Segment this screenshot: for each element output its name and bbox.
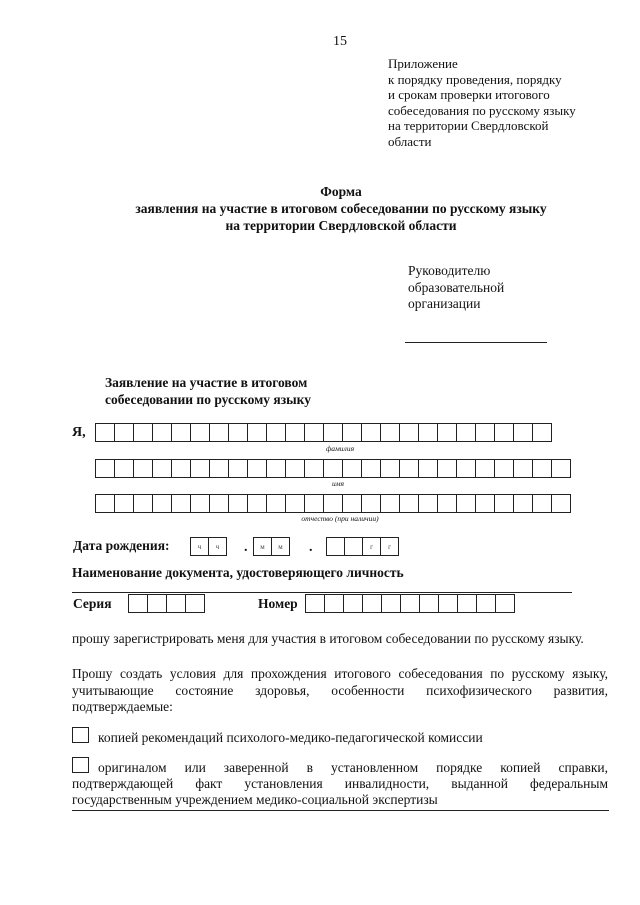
entry-cell[interactable] <box>513 494 533 513</box>
series-label: Серия <box>73 596 112 611</box>
pmpk-checkbox[interactable] <box>72 727 89 743</box>
entry-cell[interactable] <box>475 459 495 478</box>
entry-cell[interactable] <box>228 423 248 442</box>
date-separator: . <box>309 540 313 555</box>
appendix-line: Приложение <box>388 56 458 71</box>
date-separator: . <box>244 540 248 555</box>
entry-cell[interactable] <box>362 594 382 613</box>
surname-caption: фамилия <box>325 444 355 453</box>
entry-cell[interactable] <box>266 423 286 442</box>
birth-year-cells[interactable] <box>326 537 398 556</box>
entry-cell[interactable] <box>266 459 286 478</box>
birth-month-cells[interactable] <box>253 537 289 556</box>
entry-cell[interactable] <box>190 423 210 442</box>
entry-cell[interactable] <box>228 494 248 513</box>
entry-cell[interactable] <box>133 494 153 513</box>
application-title <box>105 374 311 408</box>
entry-cell[interactable] <box>418 423 438 442</box>
ya-label: Я, <box>72 425 86 440</box>
entry-cell[interactable] <box>305 594 325 613</box>
application-title-line: собеседовании по русскому языку <box>105 392 312 407</box>
entry-cell[interactable] <box>438 594 458 613</box>
entry-cell[interactable] <box>95 494 115 513</box>
form-title-line: на территории Свердловской области <box>225 218 457 233</box>
entry-cell[interactable] <box>551 459 571 478</box>
birth-year-cell[interactable]: г <box>362 537 381 556</box>
entry-cell[interactable] <box>494 423 514 442</box>
entry-cell[interactable] <box>343 594 363 613</box>
entry-cell[interactable] <box>166 594 186 613</box>
bottom-rule <box>72 810 609 811</box>
birth-month-cell[interactable]: м <box>271 537 290 556</box>
birth-year-cell[interactable] <box>344 537 363 556</box>
entry-cell[interactable] <box>380 494 400 513</box>
id-document-label: Наименование документа, удостоверяющего личность <box>72 565 404 580</box>
entry-cell[interactable] <box>266 494 286 513</box>
entry-cell[interactable] <box>437 459 457 478</box>
entry-cell[interactable] <box>437 423 457 442</box>
entry-cell[interactable] <box>399 494 419 513</box>
entry-cell[interactable] <box>361 423 381 442</box>
appendix-line: и срокам проверки итогового <box>388 87 550 103</box>
name-caption: имя <box>331 479 345 488</box>
birth-day-cells[interactable] <box>190 537 226 556</box>
entry-cell[interactable] <box>475 494 495 513</box>
entry-cell[interactable] <box>304 423 324 442</box>
series-cells[interactable] <box>128 594 204 613</box>
recipient-block <box>408 263 504 313</box>
entry-cell[interactable] <box>285 423 305 442</box>
entry-cell[interactable] <box>114 459 134 478</box>
entry-cell[interactable] <box>419 594 439 613</box>
entry-cell[interactable] <box>95 423 115 442</box>
birth-month-cell[interactable]: м <box>253 537 272 556</box>
entry-cell[interactable] <box>152 423 172 442</box>
entry-cell[interactable] <box>475 423 495 442</box>
entry-cell[interactable] <box>133 459 153 478</box>
entry-cell[interactable] <box>380 459 400 478</box>
entry-cell[interactable] <box>456 459 476 478</box>
entry-cell[interactable] <box>304 494 324 513</box>
pmpk-option-label: копией рекомендаций психолого-медико-педагогической комиссии <box>98 730 483 745</box>
birth-date-label: Дата рождения: <box>73 538 170 553</box>
patronymic-caption: отчество (при наличии) <box>301 514 379 523</box>
appendix-line: собеседования по русскому языку <box>388 102 576 118</box>
entry-cell[interactable] <box>361 494 381 513</box>
entry-cell[interactable] <box>456 494 476 513</box>
entry-cell[interactable] <box>494 494 514 513</box>
entry-cell[interactable] <box>437 494 457 513</box>
recipient-line-text: Руководителю <box>408 263 491 278</box>
entry-cell[interactable] <box>114 494 134 513</box>
entry-cell[interactable] <box>513 423 533 442</box>
entry-cell[interactable] <box>342 423 362 442</box>
form-title-line: Форма <box>320 184 362 199</box>
entry-cell[interactable] <box>128 594 148 613</box>
page-number: 15 <box>333 34 347 49</box>
form-title-line: заявления на участие в итоговом собеседовании по русскому языку <box>135 201 547 216</box>
entry-cell[interactable] <box>342 494 362 513</box>
entry-cell[interactable] <box>513 459 533 478</box>
entry-cell[interactable] <box>380 423 400 442</box>
entry-cell[interactable] <box>323 494 343 513</box>
entry-cell[interactable] <box>399 423 419 442</box>
entry-cell[interactable] <box>381 594 401 613</box>
entry-cell[interactable] <box>285 459 305 478</box>
entry-cell[interactable] <box>152 459 172 478</box>
entry-cell[interactable] <box>152 494 172 513</box>
entry-cell[interactable] <box>323 459 343 478</box>
application-title-line: Заявление на участие в итоговом <box>105 375 308 390</box>
entry-cell[interactable] <box>147 594 167 613</box>
entry-cell[interactable] <box>171 423 191 442</box>
entry-cell[interactable] <box>114 423 134 442</box>
entry-cell[interactable] <box>532 494 552 513</box>
birth-year-cell[interactable] <box>326 537 345 556</box>
entry-cell[interactable] <box>399 459 419 478</box>
entry-cell[interactable] <box>342 459 362 478</box>
conditions-paragraph: Прошу создать условия для прохождения итогового собеседования по русскому языку, учитывающие состояние здоровья, особенности психофизического развития, подтверждаемые: <box>72 666 608 714</box>
entry-cell[interactable] <box>494 459 514 478</box>
entry-cell[interactable] <box>171 459 191 478</box>
birth-day-cell[interactable]: ч <box>208 537 227 556</box>
name-cells[interactable] <box>95 459 570 478</box>
entry-cell[interactable] <box>495 594 515 613</box>
appendix-line: к порядку проведения, порядку <box>388 71 562 87</box>
entry-cell[interactable] <box>185 594 205 613</box>
entry-cell[interactable] <box>532 459 552 478</box>
entry-cell[interactable] <box>476 594 496 613</box>
birth-year-cell[interactable]: г <box>380 537 399 556</box>
entry-cell[interactable] <box>247 494 267 513</box>
entry-cell[interactable] <box>400 594 420 613</box>
entry-cell[interactable] <box>457 594 477 613</box>
number-label: Номер <box>258 596 298 611</box>
entry-cell[interactable] <box>190 459 210 478</box>
number-cells[interactable] <box>305 594 514 613</box>
entry-cell[interactable] <box>190 494 210 513</box>
register-paragraph: прошу зарегистрировать меня для участия в итоговом собеседовании по русскому языку. <box>72 631 584 646</box>
recipient-line-text: организации <box>408 296 481 311</box>
entry-cell[interactable] <box>247 423 267 442</box>
entry-cell[interactable] <box>418 494 438 513</box>
entry-cell[interactable] <box>209 423 229 442</box>
entry-cell[interactable] <box>361 459 381 478</box>
entry-cell[interactable] <box>171 494 191 513</box>
recipient-signature-line[interactable] <box>405 342 547 343</box>
id-document-line[interactable] <box>72 592 572 593</box>
entry-cell[interactable] <box>133 423 153 442</box>
entry-cell[interactable] <box>324 594 344 613</box>
appendix-line: области <box>388 133 432 149</box>
surname-cells[interactable] <box>95 423 551 442</box>
entry-cell[interactable] <box>532 423 552 442</box>
patronymic-cells[interactable] <box>95 494 570 513</box>
entry-cell[interactable] <box>418 459 438 478</box>
entry-cell[interactable] <box>228 459 248 478</box>
appendix-line: на территории Свердловской <box>388 118 549 134</box>
entry-cell[interactable] <box>95 459 115 478</box>
entry-cell[interactable] <box>323 423 343 442</box>
entry-cell[interactable] <box>209 494 229 513</box>
birth-day-cell[interactable]: ч <box>190 537 209 556</box>
entry-cell[interactable] <box>247 459 267 478</box>
recipient-line-text: образовательной <box>408 279 505 295</box>
entry-cell[interactable] <box>551 494 571 513</box>
entry-cell[interactable] <box>304 459 324 478</box>
appendix-note <box>388 56 618 150</box>
entry-cell[interactable] <box>456 423 476 442</box>
form-title <box>0 183 640 234</box>
entry-cell[interactable] <box>209 459 229 478</box>
entry-cell[interactable] <box>285 494 305 513</box>
disability-option-label: оригиналом или заверенной в установленном порядке копией справки, подтверждающей факт установления инвалидности, выданной федеральным государственным учреждением медико-социальной экспертизы <box>72 760 608 807</box>
